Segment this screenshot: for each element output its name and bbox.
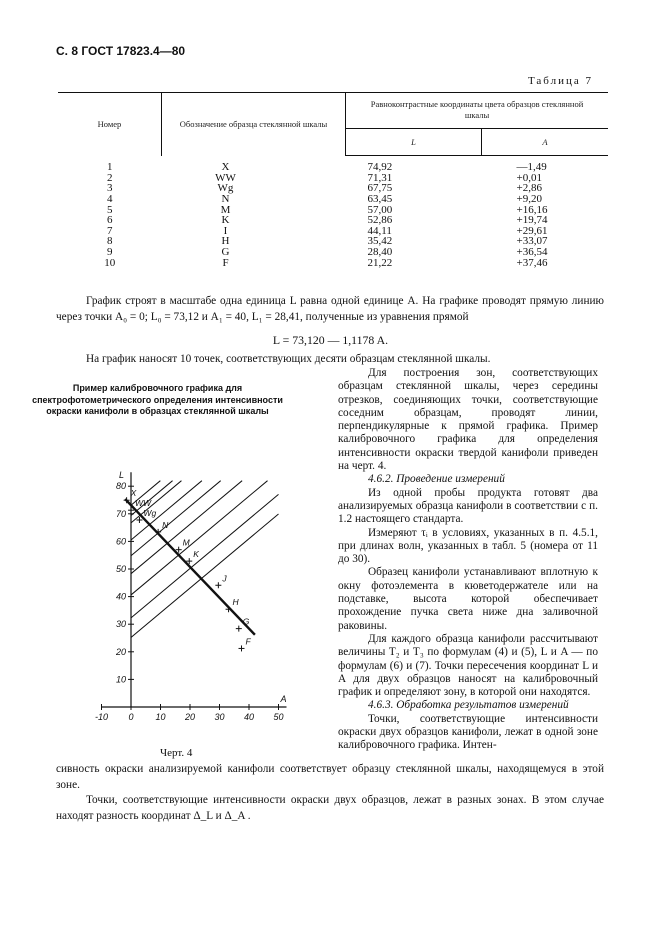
cell-designation: Wg <box>217 182 234 195</box>
cell-number: 2 <box>107 171 113 184</box>
paragraph-scale-text: График строят в масштабе одна единица L равна одной единице A. На графике проводят прямую линию через точки A₀ = 0; L₀ = 73,12 и A₁ = 40, L₁ = 28,41, полученные из уравнения прямой <box>56 295 604 323</box>
y-tick-label: 80 <box>115 481 126 492</box>
y-tick-label: 60 <box>115 536 126 547</box>
y-tick-label: 40 <box>115 591 126 602</box>
point-label: J <box>222 573 227 584</box>
cell-designation: I <box>223 224 228 237</box>
right-column <box>338 367 598 753</box>
cell-number: 10 <box>104 256 116 269</box>
cell-number: 1 <box>107 161 113 173</box>
section-4-6-3: 4.6.3. Обработка результатов измерений <box>368 699 569 712</box>
cell-designation: M <box>220 203 231 216</box>
cell-L: 21,22 <box>367 256 393 269</box>
cell-L: 44,11 <box>367 224 392 237</box>
point-label: Wg <box>143 508 157 519</box>
table-row <box>58 156 608 173</box>
x-axis-label: A <box>280 694 287 704</box>
right-para-1: Для построения зон, соответствующих образцам стеклянной шкалы, через середины отрезков, соединяющих точки, соответствующие соседним образцам, проводят линии, перпендикулярные к прямой графика. Пример калибровочного графика для определения интенсивности окраски твердой канифоли приведен на черт. 4. <box>338 367 598 473</box>
y-tick-label: 10 <box>115 674 126 685</box>
cell-designation: H <box>221 235 230 248</box>
point-label: WW <box>135 498 152 509</box>
cell-number: 4 <box>107 193 113 206</box>
cell-number: 3 <box>107 182 113 195</box>
y-tick-label: 50 <box>115 564 126 574</box>
cell-L: 74,92 <box>367 161 393 174</box>
cell-A: +19,74 <box>516 214 548 227</box>
paragraph-scale <box>56 294 604 325</box>
cell-A: +16,16 <box>516 203 548 216</box>
cell-A: +29,61 <box>516 224 548 237</box>
x-tick-label: 0 <box>128 712 134 722</box>
cell-L: 52,86 <box>367 214 393 227</box>
calibration-chart <box>90 432 320 742</box>
paragraph-zone: сивность окраски анализируемой канифоли соответствует образцу стеклянной шкалы, находящемуся в этой зоне. <box>56 763 604 791</box>
zone-boundary <box>131 481 242 574</box>
header-A: A <box>482 129 609 156</box>
cell-L: 57,00 <box>367 203 393 216</box>
point-label: K <box>193 549 199 560</box>
point-label: N <box>162 519 169 530</box>
y-axis-label: L <box>119 470 125 481</box>
cell-number: 6 <box>107 214 113 227</box>
section-4-6-2: 4.6.2. Проведение измерений <box>368 473 505 486</box>
line-equation: L = 73,120 — 1,1178 A. <box>272 333 389 347</box>
cell-A: +33,07 <box>516 235 548 248</box>
point-label: X <box>130 488 137 499</box>
cell-A: +9,20 <box>516 193 542 206</box>
cell-designation: WW <box>215 171 236 184</box>
cell-number: 8 <box>107 235 113 248</box>
cell-A: —1,49 <box>516 161 547 174</box>
right-para-2: Из одной пробы продукта готовят два анализируемых образца канифоли в соответствии с п. 1.2 настоящего стандарта. <box>338 486 598 526</box>
cell-designation: F <box>222 256 229 269</box>
cell-L: 71,31 <box>367 171 393 184</box>
table-row <box>58 258 608 269</box>
cell-A: +2,86 <box>516 182 542 195</box>
table-row <box>58 247 608 258</box>
right-para-4: Образец канифоли устанавливают вплотную к окну фотоэлемента в кюветодержателе или на подставке, высота которой обеспечивает прохождение пучка света ниже дна заливочной раковины. <box>338 566 598 632</box>
cell-A: +0,01 <box>516 171 542 184</box>
cell-L: 28,40 <box>367 246 393 258</box>
cell-L: 63,45 <box>367 193 393 206</box>
cell-L: 67,75 <box>367 182 393 195</box>
x-tick-label: 10 <box>155 712 166 722</box>
point-label: M <box>182 537 190 548</box>
cell-designation: N <box>221 193 230 206</box>
cell-number: 5 <box>107 203 113 216</box>
chart-title: Пример калибровочного графика для спектрофотометрического определения интенсивности окраски канифоли в образцах стеклянной шкалы <box>32 383 283 416</box>
paragraph-diff: Точки, соответствующие интенсивности окраски двух образцов, лежат в разных зонах. В этом случае находят разность координат Δ_L и Δ_A . <box>56 794 604 822</box>
header-coords: Равноконтрастные координаты цвета образцов стеклянной шкалы <box>346 93 609 129</box>
cell-number: 7 <box>107 224 113 237</box>
cell-number: 9 <box>107 246 113 258</box>
x-tick-label: 30 <box>214 712 225 722</box>
point-label: H <box>232 597 239 608</box>
header-number: Номер <box>58 93 162 156</box>
coordinates-table <box>58 92 608 268</box>
calibration-line <box>125 499 255 635</box>
x-tick-label: 40 <box>243 712 255 722</box>
y-tick-label: 30 <box>115 619 126 630</box>
y-tick-label: 20 <box>115 646 126 657</box>
y-tick-label: 70 <box>115 508 126 519</box>
header-designation: Обозначение образца стеклянной шкалы <box>162 93 346 156</box>
page-header: С. 8 ГОСТ 17823.4—80 <box>56 44 186 58</box>
cell-A: +37,46 <box>516 256 548 269</box>
cell-L: 35,42 <box>367 235 393 248</box>
zone-boundary <box>131 514 279 637</box>
x-tick-label: 50 <box>273 712 284 722</box>
cell-A: +36,54 <box>516 246 548 258</box>
x-tick-label: 20 <box>184 712 196 722</box>
header-L: L <box>346 129 482 156</box>
cell-designation: X <box>221 161 230 173</box>
point-label: F <box>245 636 251 647</box>
x-tick-label: -10 <box>94 712 109 722</box>
cell-designation: G <box>221 246 230 258</box>
right-para-3: Измеряют τᵢ в условиях, указанных в п. 4.5.1, при длинах волн, указанных в табл. 5 (номера от 11 до 30). <box>338 526 598 566</box>
cell-designation: K <box>221 214 230 227</box>
figure-caption: Черт. 4 <box>160 747 193 759</box>
paragraph-points: На график наносят 10 точек, соответствующих десяти образцам стеклянной шкалы. <box>86 353 491 365</box>
table-caption: Таблица 7 <box>527 75 593 87</box>
right-para-6: Точки, соответствующие интенсивности окраски двух образцов канифоли, лежат в одной зоне калибровочного графика. Интен- <box>338 712 598 752</box>
point-label: G <box>242 616 250 627</box>
zone-boundary <box>131 481 202 540</box>
right-para-5: Для каждого образца канифоли рассчитывают величины T₂ и T₃ по формулам (4) и (5), L и A — по формулам (6) и (7). Точки пересечения координат L и A для двух образцов наносят на калибровочный график и определяют зону, в которой они находятся. <box>338 632 598 699</box>
